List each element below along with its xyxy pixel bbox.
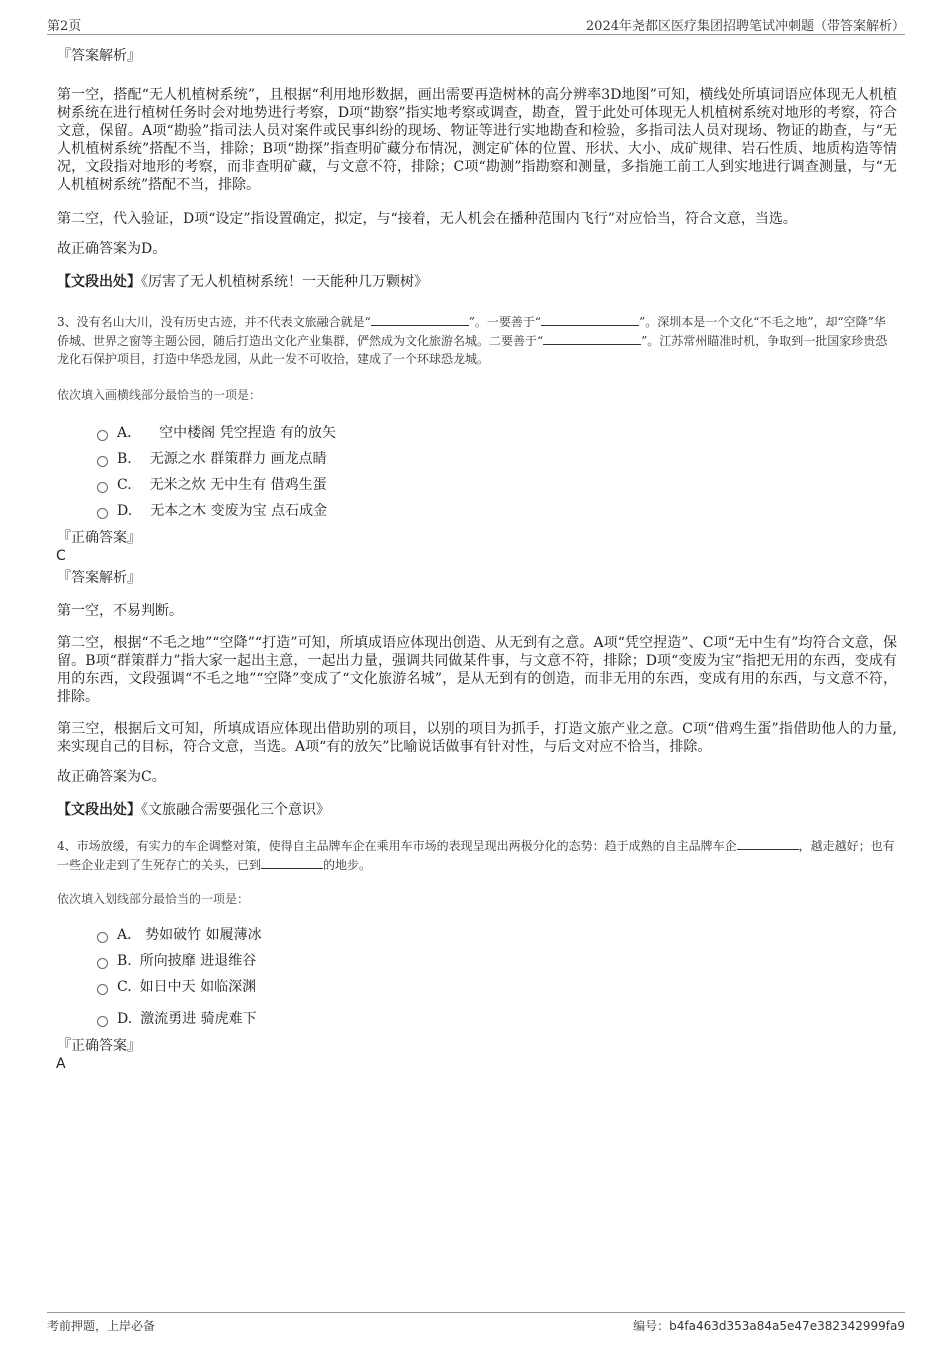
radio-icon[interactable]	[97, 932, 108, 943]
option-d[interactable]: D. 激流勇进 骑虎难下	[97, 1006, 897, 1032]
footer-slogan: 考前押题，上岸必备	[47, 1319, 156, 1333]
analysis-paragraph: 第三空，根据后文可知，所填成语应体现出借助别的项目，以别的项目为抓手，打造文旅产业之意。C项“借鸡生蛋”指借助他人的力量,来实现自己的目标，符合文意，当选。A项“有的放矢”比喻说话做事有针对性，与后文对应不恰当，排除。	[57, 721, 897, 755]
radio-icon[interactable]	[97, 456, 108, 467]
option-c[interactable]: C. 无米之炊 无中生有 借鸡生蛋	[97, 472, 897, 498]
analysis-label: 『答案解析』	[57, 570, 141, 586]
source-label: 【文段出处】	[57, 802, 141, 818]
option-a[interactable]: A． 空中楼阁 凭空捏造 有的放矢	[97, 420, 897, 446]
analysis-paragraph: 第二空，代入验证，D项“设定”指设置确定，拟定，与“接着，无人机会在播种范围内飞行”对应恰当，符合文意，当选。	[57, 211, 797, 227]
option-c[interactable]: C. 如日中天 如临深渊	[97, 974, 897, 1000]
radio-icon[interactable]	[97, 508, 108, 519]
question-4-text: 4、市场放缓，有实力的车企调整对策，使得自主品牌车企在乘用车市场的表现呈现出两极分化的态势：趋于成熟的自主品牌车企 ，越走越好；也有一些企业走到了生死存亡的关头，已到 的地步。	[57, 836, 897, 874]
analysis-conclusion: 故正确答案为C。	[57, 769, 166, 785]
analysis-paragraph: 第一空，不易判断。	[57, 603, 183, 619]
radio-icon[interactable]	[97, 430, 108, 441]
analysis-conclusion: 故正确答案为D。	[57, 241, 167, 257]
correct-answer-label: 『正确答案』	[57, 1038, 141, 1054]
page-number: 第2页	[47, 19, 82, 34]
radio-icon[interactable]	[97, 984, 108, 995]
option-b[interactable]: B. 无源之水 群策群力 画龙点睛	[97, 446, 897, 472]
option-d[interactable]: D. 无本之木 变废为宝 点石成金	[97, 498, 897, 524]
page-footer	[47, 1312, 905, 1335]
question-prompt: 依次填入画横线部分最恰当的一项是：	[57, 388, 262, 402]
source-title: 《文旅融合需要强化三个意识》	[141, 802, 330, 818]
option-b[interactable]: B. 所向披靡 进退维谷	[97, 948, 897, 974]
document-serial: 编号：b4fa463d353a84a5e47e382342999fa9	[633, 1319, 905, 1333]
source-label: 【文段出处】	[57, 274, 141, 290]
radio-icon[interactable]	[97, 1016, 108, 1027]
answer-blank	[371, 312, 469, 326]
analysis-label: 『答案解析』	[57, 48, 141, 64]
correct-answer: C	[56, 548, 66, 564]
analysis-paragraph: 第一空，搭配“无人机植树系统”，且根据“利用地形数据，画出需要再造树林的高分辨率3D地图”可知，横线处所填词语应体现无人机植树系统在进行植树任务时会对地势进行考察，D项“勘察”指实地考察或调查，勘查，置于此处可体现无人机植树系统对地形的考察，符合文意，保留。A项“勘验”指司法人员对案件或民事纠纷的现场、物证等进行实地勘查和检验，多指司法人员对现场、物证的勘查，与“无人机植树系统”搭配不当，排除；B项“勘探”指查明矿藏分布情况，测定矿体的位置、形状、大小、成矿规律、岩石性质、地质构造等情况，文段指对地形的考察，而非查明矿藏，与文意不符，排除；C项“勘测”指勘察和测量，多指施工前工人到实地进行调查测量，与“无人机植树系统”搭配不当，排除。	[57, 87, 897, 193]
options-list	[97, 922, 897, 1032]
correct-answer: A	[56, 1056, 66, 1072]
correct-answer-label: 『正确答案』	[57, 530, 141, 546]
source-line	[57, 800, 897, 820]
answer-blank	[737, 836, 799, 850]
page-header	[47, 14, 905, 35]
radio-icon[interactable]	[97, 482, 108, 493]
analysis-paragraph: 第二空，根据“不毛之地”“空降”“打造”可知，所填成语应体现出创造、从无到有之意。A项“凭空捏造”、C项“无中生有”均符合文意，保留。B项“群策群力”指大家一起出主意，一起出力量，强调共同做某件事，与文意不符，排除；D项“变废为宝”指把无用的东西，变成有用的东西，文段强调“不毛之地”“空降”变成了“文化旅游名城”，是从无到有的创造，而非无用的东西，变成有用的东西，与文意不符，排除。	[57, 635, 897, 705]
question-prompt: 依次填入划线部分最恰当的一项是：	[57, 892, 250, 906]
page-content	[57, 42, 897, 1072]
document-title: 2024年尧都区医疗集团招聘笔试冲刺题（带答案解析）	[585, 19, 905, 34]
option-a[interactable]: A． 势如破竹 如履薄冰	[97, 922, 897, 948]
answer-blank	[543, 331, 641, 345]
source-line	[57, 272, 897, 292]
radio-icon[interactable]	[97, 958, 108, 969]
answer-blank	[541, 312, 639, 326]
question-3-text: 3、没有名山大川，没有历史古迹，并不代表文旅融合就是“ ”。一要善于“ ”。深圳本是一个文化“不毛之地”，却“空降”华侨城、世界之窗等主题公园，随后打造出文化产业集群，俨然成为文化旅游名城。二要善于“ ”。江苏常州瞄准时机，争取到一批国家珍贵恐龙化石保护项目，打造中华恐龙园，从此一发不可收拾，建成了一个环球恐龙城。	[57, 312, 897, 368]
options-list	[97, 420, 897, 524]
source-title: 《厉害了无人机植树系统！一天能种几万颗树》	[141, 274, 428, 290]
answer-blank	[261, 855, 323, 869]
